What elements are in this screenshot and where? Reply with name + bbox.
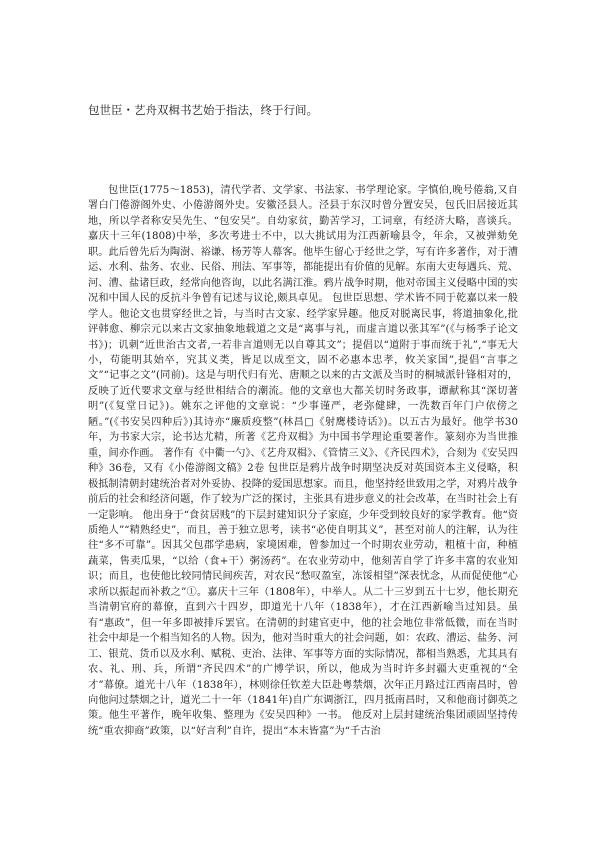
document-body: 包世臣(1775～1853)，清代学者、文学家、书法家、书学理论家。字慎伯,晚号倦翁,又自署白门倦游阁外史、小倦游阁外史。安徽泾县人。泾县于东汉时曾分置安吴，包氏旧居接近其地，所以学者称安吴先生、“包安吴”。自幼家贫，勤苦学习，工词章，有经济大略，喜谈兵。嘉庆十三年(1808)中举，多次考进士不中，以大挑试用为江西新喻县令，年余，又被弹劾免职。此后曾先后为陶澍、裕谦、杨芳等人幕客。他毕生留心于经世之学，写有许多著作，对于漕运、水利、盐务、农业、民俗、刑法、军事等，都能提出有价值的见解。东南大吏每遇兵、荒、河、漕、盐诸巨政，经常向他咨询，以此名满江淮。鸦片战争时期，他对帝国主义侵略中国的实况和中国人民的反抗斗争曾有记述与议论,颇具卓见。 包世臣思想、学术皆不同于乾嘉以来一般学人。他论文也贯穿经世之旨，与当时古文家、经学家异趣。他反对脱离民事，将道抽象化,批评韩愈、柳宗元以来古文家抽象地载道之文是“离事与礼，而虚言道以张其军”(《与杨季子论文书》)；讥刺“近世治古文者,一若非言道则无以自尊其文”；提倡以“道附于事而统于礼”,“事无大小，苟能明其始卒，究其义类，皆足以成至文，固不必惠本忠孝，攸关家国”,提倡“言事之文”“记事之文”(同前)。这是与明代归有光、唐顺之以来的古文派及当时的桐城派针锋相对的，反映了近代要求文章与经世相结合的潮流。他的文章也大都关切时务政事，谭献称其“深切著明”(《复堂日记》)。姚东之评他的文章说：“少事谨严，老弥健肆，一洗数百年门户依傍之陋。”(《书安吴四种后》)其诗亦“廉质疫整”(林昌□《射鹰楼诗话》)。以五古为最好。他学书30年，为书家大宗，论书达尤精，所著《艺舟双楫》为中国书学理论重要著作。篆刻亦为当世推重，间亦作画。 著作有《中衢一勺》、《艺舟双楫》、《管情三义》、《齐民四术》，合刻为《安吴四种》36卷，又有《小倦游阁文稿》2卷 包世臣是鸦片战争时期坚决反对英国资本主义侵略，积极抵制清朝封建统治者对外妥协、投降的爱国思想家。而且，他坚持经世致用之学，对鸦片战争前后的社会和经济问题，作了较为广泛的探讨，主张具有进步意义的社会改革，在当时社会上有一定影响。 他出身于“食贫居贱”的下层封建知识分子家庭，少年受到较良好的家学教育。他“资质绝人”“精熟经史”，而且，善于独立思考，读书“必使自明其义”，甚至对前人的注解，认为往往“多不可靠”。因其父包郡学患病，家境困难，曾参加过一个时期农业劳动，粗植十亩，种植蔬菜，售卖瓜果，“以给（食+干）粥汤药”。在农业劳动中，他刻苦自学了许多丰富的农业知识；而且，也使他比较同情民间疾苦，对农民“愁叹盈室，冻馁相望”深表忧念，从而促使他“心求所以振起而补救之”①。嘉庆十三年（1808年），中举人。从二十三岁到五十七岁，他长期充当清朝官府的幕僚，直到六十四岁，即道光十八年（1838年），才在江西新喻当过知县。虽有“惠政”，但一年多即被排斥罢官。在清朝的封建官吏中，他的社会地位非常低微，而在当时社会中却是一个相当知名的人物。因为，他对当时重大的社会问题，如：农政、漕运、盐务、河工、银荒、货币以及水利、赋税、吏治、法律、军事等方面的实际情况，都相当熟悉，尤其具有农、礼、刑、兵，所谓“齐民四术”的广博学识，所以，他成为当时许多封疆大吏重视的“全才”幕僚。道光十八年（1838年），林则徐任钦差大臣赴粤禁烟，次年正月路过江西南昌时，曾向他问过禁烟之计，道光二十一年（1841年)自广东调浙江，四月抵南昌时，又和他商讨御英之策。他生平著作，晚年收集、整理为《安吴四种》一书。 他反对上层封建统治集团顽固坚持传统“重农抑商”政策，以“好言利”自许，提出“本末皆富”为“千古治 [88, 185, 518, 737]
document-headline: 包世臣・艺舟双楫书艺始于指法，终于行间。 [88, 103, 318, 117]
